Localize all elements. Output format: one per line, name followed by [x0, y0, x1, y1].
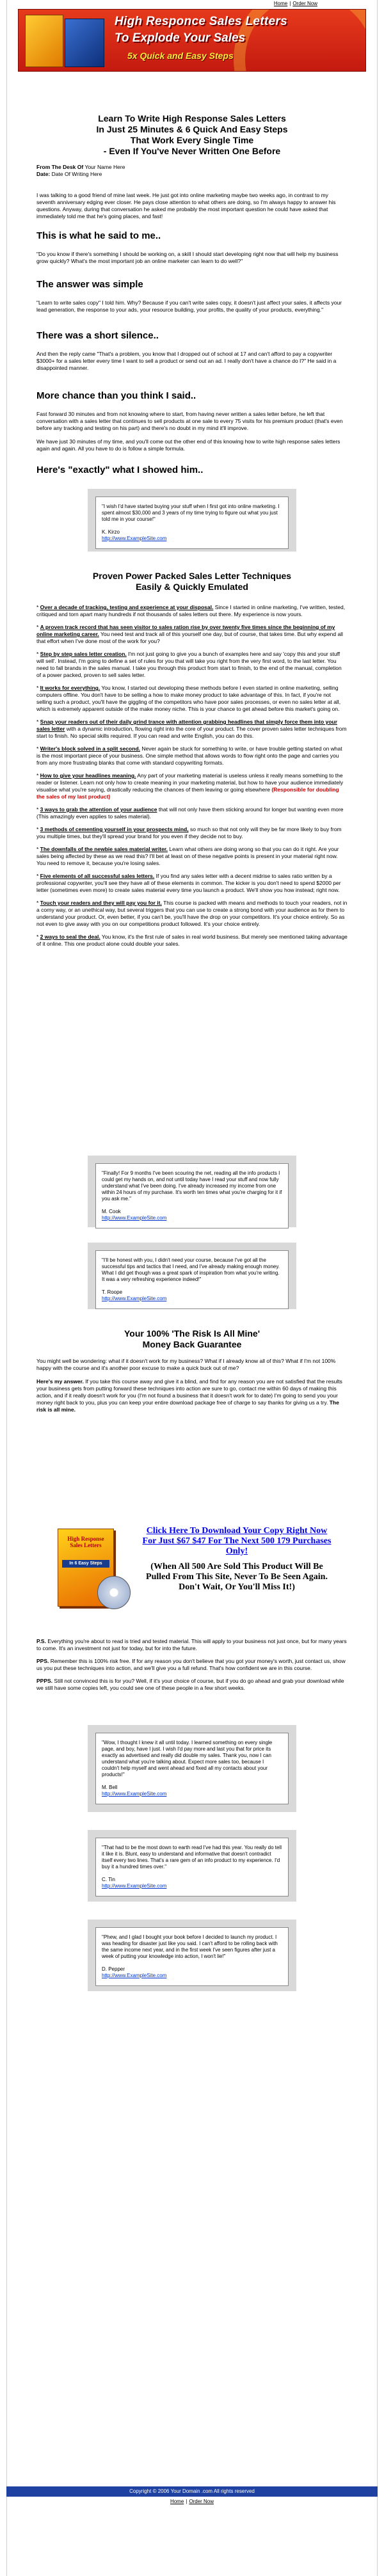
testimonial-link[interactable]: http://www.ExampleSite.com — [102, 1883, 167, 1889]
bullet-text: with a dynamic introduction, flowing right into the core of your product. The cover proven sales letter techniques from start to finish. No special skills required. If you can read and write English, you can do this. — [36, 726, 347, 739]
testimonial-inner — [95, 1250, 289, 1309]
headline-line: - Even If You've Never Written One Before — [103, 146, 281, 156]
bullet-text: You know, it's the first rule of sales in real world business. But merely see mentioned taking advantage of it online. This one product alone could double your sales. — [36, 934, 348, 947]
date-label: Date: — [36, 171, 51, 177]
banner-line-2: To Explode Your Sales — [115, 31, 246, 45]
section-1-paragraph: "Do you know if there's something I should be working on, a skill I should start developing right now that will help my business grow quickly? What's the most important job an online marketer can learn to do well?" — [36, 251, 339, 264]
testimonial-inner — [95, 1733, 289, 1804]
section-3 — [36, 330, 348, 342]
ps-text: Remember this is 100% risk free. If for any reason you don't believe that you got your money's worth, just contact us, show us you put these techniques into action, and we'll give you a full refund. That's how confident we are in this course. — [36, 1658, 346, 1671]
footer-nav-separator: | — [186, 2499, 188, 2504]
section-5 — [36, 465, 348, 476]
testimonial-author: C. Tin — [102, 1877, 115, 1882]
bullet-text: so much so that not only will they be far more likely to buy from you multiple times, but they'll spread your brand for you even if they decide not to buy. — [36, 826, 342, 839]
headline-line: Learn To Write High Response Sales Letters — [98, 113, 286, 123]
section-3-body — [36, 351, 348, 372]
bullet-lead: The downfalls of the newbie sales material writer. — [40, 846, 168, 852]
bullet-text: Learn what others are doing wrong so that you can do it right. Are your sales being affected by these as we read this? I'll bet at least on of these negative points is present in your material right now. You need to remove it, because you're losing sales. — [36, 846, 339, 866]
testimonial-author: K. Kirzo — [102, 529, 120, 535]
bullet-text: I'm not just going to give you a bunch of examples here and say 'copy this and your stuff will sell'. Instead, I'm going to define a set of rules for you that will take you right from the very first word, to the last letter. You need to fall brands in the sales manual. I take you through this product from start to finish, to the end of the manual, completion of a power packed, proven to sell sales letter. — [36, 651, 342, 678]
section-4-paragraph: Fast forward 30 minutes and from not knowing where to start, from having never written a sales letter before, he left that conversation with a sales letter that continues to sell products at one sale to every 75 visits for his premium product (that's even before any tracking and testing on his part) and there's no doubt in my mind it'll improve. — [36, 411, 343, 431]
testimonial-link[interactable]: http://www.ExampleSite.com — [102, 1296, 167, 1301]
testimonial-author: M. Cook — [102, 1209, 121, 1214]
testimonial-text: "I wish I'd have started buying your stuff when I first got into online marketing. I spent almost $30,000 and 3 years of my time trying to figure out what you just told me in your course!" — [102, 504, 280, 522]
testimonial-link[interactable]: http://www.ExampleSite.com — [102, 536, 167, 541]
ps-lead: PPS. — [36, 1658, 49, 1664]
section-4 — [36, 390, 348, 402]
guarantee-body — [36, 1358, 348, 1413]
testimonial-inner — [95, 1838, 289, 1896]
order-link[interactable]: Click Here To Download Your Copy Right Now For Just $67 $47 For The Next 500 179 Purchases Only! — [142, 1526, 332, 1556]
testimonial-link[interactable]: http://www.ExampleSite.com — [102, 1215, 167, 1221]
nav-order-link[interactable]: Order Now — [292, 1, 317, 6]
testimonial-inner — [95, 1163, 289, 1228]
bullet-lead: Step by step sales letter creation. — [40, 651, 127, 657]
bullet-lead: 3 methods of cementing yourself in your prospects mind, — [40, 826, 189, 832]
from-value: Your Name Here — [84, 164, 125, 170]
banner-cd-image — [65, 19, 104, 67]
guarantee-title-line-1: Your 100% 'The Risk Is All Mine' — [124, 1328, 260, 1339]
product-book-title: High Response Sales Letters — [67, 1536, 104, 1548]
offer-scarcity-note: (When All 500 Are Sold This Product Will Be Pulled From This Site, Never To Be Seen Again. Don't Wait, Or You'll Miss It!) — [146, 1562, 328, 1592]
bullet-text: that will not only have them sticking around for longer but wanting even more (This amazingly even applies to sales material). — [36, 806, 344, 820]
bullet-text: This course is packed with means and methods to touch your readers, not in a corny way, or an unethical way, but several triggers that you can use to create a strong bond with your audience as for them to understand your product. Or, even better, if you can't be, you'll have the drop on your competitors. It's your choice entirely. So as not even to give away with you on our competitions product followed. It's your choice entirely. — [36, 900, 348, 927]
bullet-lead: Five elements of all successful sales letters. — [40, 873, 155, 879]
intro-paragraph-block — [36, 192, 348, 220]
testimonial-text: "That had to be the most down to earth read I've had this year. You really do tell it like it is. Blunt, easy to understand and informative that doesn't contradict itself every two lines. That's a rare gem of an info product to my experience. I'd buy it a hundred times over." — [102, 1845, 282, 1870]
bullet-item: * A proven track record that has seen visitor to sales ration rise by over twenty five times since the beginning of my online marketing career. You need test and track all of this yourself one day, but of course, that takes time. But why expend all that effort when I've done most of the work for you? — [36, 624, 343, 644]
bullet-text: You need test and track all of this yourself one day, but of course, that takes time. But why expend all that effort when I've done most of the work for you? — [36, 631, 343, 644]
bullet-item: * Five elements of all successful sales letters. If you find any sales letter with a decent midrise to sales ratio written by a professional copywriter, you'll see they have all of these elements in common. The kicker is you don't need to spend $2000 per letter (sometimes even more) to create sales material every time you launch a product. We'll show you how instead; right now. — [36, 873, 341, 893]
ps-lead: P.S. — [36, 1638, 46, 1644]
bullet-item: * It works for everything. You know, I started out developing these methods before I even started in online marketing, selling computers offline. You don't have to be selling a how to make money product to take advantage of this. In fact, if you're not selling such a product, you'll have the giggling of the competitors who have poor sales processes, or even no sales letter at all, which is extremely apparent outside of the make money niche. This is your chance to get ahead before this market's going on. — [36, 685, 341, 712]
postscript-block — [36, 1638, 348, 1692]
footer-order-link[interactable]: Order Now — [189, 2499, 214, 2504]
bullet-highlight: (Responsible for doubling the sales of my last product) — [36, 786, 339, 800]
bullet-lead: How to give your headlines meaning. — [40, 772, 136, 779]
bullet-lead: 3 ways to grab the attention of your audience — [40, 806, 157, 813]
bullet-text: If you find any sales letter with a decent midrise to sales ratio written by a professional copywriter, you'll see they have all of these elements in common. The kicker is you don't need to spend $2000 per letter (sometimes even more) to create sales material every time you launch a product. We'll show you how instead; right now. — [36, 873, 341, 893]
footer-home-link[interactable]: Home — [170, 2499, 184, 2504]
testimonial-author: T. Roope — [102, 1289, 123, 1295]
section-5-title: Here's "exactly" what I showed him.. — [36, 465, 204, 475]
testimonial-text: "Wow, I thought I knew it all until today. I learned something on every single page, and boy, have I just. I wish I'd pay more and last you that for price its exactly as advertised and really did double my sales. Thank you, now I can understand what you're talking about. Expect more sales too, because I couldn't help myself and went ahead and fixed all my contacts about your products!" — [102, 1740, 273, 1777]
bullet-item: * 3 methods of cementing yourself in your prospects mind, so much so that not only will they be far more likely to buy from you multiple times, but they'll spread your brand for you even if they decide not to buy. — [36, 826, 342, 839]
testimonial-box — [88, 1156, 296, 1227]
product-book-subtitle: In 6 Easy Steps — [62, 1560, 109, 1568]
bullet-item: * Snap your readers out of their daily grind trance with attention grabbing headlines that simply force them into your sales letter with a dynamic introduction, flowing right into the core of your product. The cover proven sales letter techniques from start to finish. No special skills required. If you can read and write English, you can do this. — [36, 719, 347, 739]
bullet-lead: It works for everything. — [40, 685, 100, 691]
product-image — [52, 1526, 129, 1614]
proven-title-line-1: Proven Power Packed Sales Letter Techniques — [92, 571, 292, 581]
offer-text — [142, 1526, 332, 1593]
section-1 — [36, 230, 348, 242]
section-4-title: More chance than you think I said.. — [36, 390, 196, 401]
section-3-paragraph: And then the reply came "That's a problem, you know that I dropped out of school at 17 and can't afford to pay a copywriter $3000+ for a sales letter every time I want to sell a product or send out an ad. I really don't have a chance do I?" He said in a disappointed manner. — [36, 351, 337, 371]
guarantee-heading-block — [36, 1328, 348, 1350]
bullet-text: You know, I started out developing these methods before I even started in online marketing, selling computers offline. You don't have to be selling a how to make money product to take advantage of this. In fact, if you're not selling such a product, you'll have the giggling of the competitors who have poor sales processes, or even no sales letter at all, which is extremely apparent outside of the make money niche. This is your chance to get ahead before this market's going on. — [36, 685, 341, 712]
testimonial-box — [88, 1830, 296, 1902]
from-block — [36, 164, 348, 178]
section-2-paragraph: "Learn to write sales copy" I told him. Why? Because if you can't write sales copy, it doesn't just affect your sales, it affects your lead generation, the response to your ads, your resource building, your profits, the quality of your products, everything." — [36, 299, 342, 313]
section-2-body — [36, 299, 348, 314]
testimonial-text: "I'll be honest with you, I didn't need your course, because I've got all the successful tips and tactics that I need, and I've already making enough money. What I did get though was a great spark of inspiration from what you're writing. It was a very refreshing experience indeed!" — [102, 1257, 280, 1282]
bullet-lead: Over a decade of tracking, testing and experience at your disposal. — [40, 604, 214, 610]
from-label: From The Desk Of — [36, 164, 84, 170]
product-cd-icon — [97, 1576, 131, 1609]
ps-text: Everything you're about to read is tried and tested material. This will apply to your business not just once, but for many years to come. It's an investment not just for today, but for into the future. — [36, 1638, 347, 1651]
footer-copyright: Copyright © 2006 Your Domain .com All rights reserved — [129, 2488, 255, 2494]
ps-paragraph — [36, 1678, 348, 1692]
headline-line: That Work Every Single Time — [130, 135, 254, 145]
proven-heading-block — [36, 571, 348, 592]
bullet-item: * 2 ways to seal the deal. You know, it's the first rule of sales in real world business. But merely see mentioned taking advantage of it online. This one product alone could double your sales. — [36, 934, 348, 947]
bullet-lead: Snap your readers out of their daily grind trance with attention grabbing headlines that simply force them into your sales letter — [36, 719, 337, 732]
testimonial-inner — [95, 1927, 289, 1986]
banner-line-3: 5x Quick and Easy Steps — [127, 51, 234, 61]
testimonial-link[interactable]: http://www.ExampleSite.com — [102, 1973, 167, 1978]
testimonial-text: "Finally! For 9 months I've been scouring the net, reading all the info products I could get my hands on, and not until today have I read your stuff and now fully understand what I've been doing. I've already increased my income from one within 24 hours of my purchase. It's worth ten times what you're charging for it if you ask me." — [102, 1170, 282, 1202]
bullet-lead: 2 ways to seal the deal. — [40, 934, 100, 940]
intro-paragraph: I was talking to a good friend of mine last week. He just got into online marketing maybe two weeks ago, in contrast to my seventh anniversary edging ever closer. He pays close attention to what others are doing, so I'm always happy to answer his questions. Anyway, during that conversation he asked me probably the most important question he could have asked that immediately told me that he's going places, and fast! — [36, 192, 336, 219]
section-1-title: This is what he said to me.. — [36, 230, 161, 241]
nav-separator: | — [289, 1, 291, 6]
ps-lead: PPPS. — [36, 1678, 53, 1684]
guarantee-risk-line: The risk is all mine. — [36, 1399, 339, 1413]
testimonial-box — [88, 1725, 296, 1812]
header-banner — [18, 9, 366, 72]
bullet-item: * How to give your headlines meaning. Any part of your marketing material is useless unless it really means something to the reader or listener. Learn not only how to create meaning in your marketing material, but how to have your audience immediately visualise what you're saying, drastically reducing the chances of them leaving or going elsewhere (Responsible for doubling the sales of my last product) — [36, 772, 344, 800]
testimonial-box — [88, 1243, 296, 1309]
section-1-body — [36, 251, 348, 265]
bullet-lead: Writer's block solved in a split second. — [40, 745, 140, 752]
top-nav — [6, 0, 378, 8]
bullet-item: * Over a decade of tracking, testing and experience at your disposal. Since I started in online marketing, I've written, tested, critiqued and torn apart many hundreds if not thousands of sales letters out there. My experience is now yours. — [36, 604, 346, 617]
headline-line: In Just 25 Minutes & 6 Quick And Easy Steps — [96, 124, 288, 134]
bullet-list — [36, 604, 348, 948]
bullet-item: * Touch your readers and they will pay you for it. This course is packed with means and methods to touch your readers, not in a corny way, or an unethical way, but several triggers that you can use to create a strong bond with your audience as for them to understand your product. Or, even better, if you can't be, you'll have the drop on your competitors. It's your choice entirely. So as not even to give away with you on our competitions product followed. It's your choice entirely. — [36, 900, 348, 927]
footer-nav — [6, 2498, 378, 2506]
section-3-title: There was a short silence.. — [36, 330, 159, 341]
bullet-item: * 3 ways to grab the attention of your audience that will not only have them sticking around for longer but wanting even more (This amazingly even applies to sales material). — [36, 806, 344, 820]
section-2 — [36, 279, 348, 290]
bullet-item: * Step by step sales letter creation. I'm not just going to give you a bunch of examples here and say 'copy this and your stuff will sell'. Instead, I'm going to define a set of rules for you that will take you right from the very first word, to the last letter. You need to fall brands in the sales manual. I take you through this product from start to finish, to the end of the manual, completion of a power packed, proven to sell sales letter. — [36, 651, 342, 678]
ps-text: Still not convinced this is for you? Well, if it's your choice of course, but if you do go ahead and grab your download while we still have some copies left, you could see one of these people in a few short weeks. — [36, 1678, 344, 1691]
guarantee-paragraph — [36, 1378, 348, 1413]
guarantee-title-line-2: Money Back Guarantee — [142, 1339, 242, 1349]
testimonial-link[interactable]: http://www.ExampleSite.com — [102, 1791, 167, 1797]
nav-home-link[interactable]: Home — [273, 1, 288, 6]
banner-line-1: High Responce Sales Letters — [115, 15, 287, 28]
testimonial-box — [88, 1920, 296, 1991]
date-value: Date Of Writing Here — [51, 171, 102, 177]
testimonial-inner — [95, 497, 289, 549]
section-4-body — [36, 411, 348, 452]
testimonial-author: D. Pepper — [102, 1966, 125, 1972]
bullet-text: Since I started in online marketing, I've written, tested, critiqued and torn apart many hundreds if not thousands of sales letters out there. My experience is now yours. — [36, 604, 346, 617]
section-2-title: The answer was simple — [36, 279, 143, 290]
guarantee-answer-lead: Here's my answer. — [36, 1378, 84, 1385]
ps-paragraph — [36, 1658, 348, 1672]
bullet-lead: A proven track record that has seen visitor to sales ration rise by over twenty five times since the beginning of my online marketing career. — [36, 624, 335, 637]
guarantee-paragraph: You might well be wondering: what if it doesn't work for my business? What if I already know all of this? What if I'm not 100% happy with the course and it's another poor excuse to make a quick buck out of me? — [36, 1358, 336, 1371]
section-4-paragraph: We have just 30 minutes of my time, and you'll come out the other end of this knowing how to write high response sales letters again and again. All you have to do is follow a simple formula. — [36, 438, 340, 452]
bullet-text: Any part of your marketing material is useless unless it really means something to the reader or listener. Learn not only how to create meaning in your marketing material, but how to have your audience immediately visualise what you're saying, drastically reducing the chances of them leaving or going elsewhere — [36, 772, 344, 793]
main-headline — [36, 113, 348, 157]
ps-paragraph — [36, 1638, 348, 1652]
testimonial-text: "Phew, and I glad I bought your book before I decided to launch my product. I was heading for disaster just like you said. I can't afford to be rolling back with the same income next year, and in the first week I've seen figures after just a week of putting your knowledge into action, I won't lie!" — [102, 1934, 278, 1959]
banner-book-image — [25, 15, 63, 67]
offer-block — [52, 1526, 332, 1616]
bullet-item: * The downfalls of the newbie sales material writer. Learn what others are doing wrong so that you can do it right. Are your sales being affected by these as we read this? I'll bet at least on of these negative points is present in your material right now. You need to remove it, because you're losing sales. — [36, 846, 339, 866]
testimonial-box — [88, 489, 296, 552]
bullet-text: Never again be stuck for something to write, or have trouble getting started on what is the most important piece of your business. One simple method that allows words to flow right onto the page and carries you from any more frustrating blanks that come with standard copywriting formats. — [36, 745, 342, 766]
guarantee-answer-text: If you take this course away and give it a blind, and find for any reason you are not satisfied that the results your business gets from putting forward these techniques into action are sure to go, contact me within 60 days of making this action, and if it really doesn't work for you (I'm not found a business that it doesn't work for to date) I'm going to send you your money right back to you, plus you can keep your entire download package free of charge to say thanks for giving us a try. — [36, 1378, 342, 1406]
proven-title-line-2: Easily & Quickly Emulated — [136, 582, 248, 592]
footer-bar — [6, 2486, 378, 2497]
bullet-lead: Touch your readers and they will pay you for it. — [40, 900, 162, 906]
testimonial-author: M. Bell — [102, 1785, 118, 1790]
bullet-item: * Writer's block solved in a split second. Never again be stuck for something to write, or have trouble getting started on what is the most important piece of your business. One simple method that allows words to flow right onto the page and carries you from any more frustrating blanks that come with standard copywriting formats. — [36, 745, 342, 766]
